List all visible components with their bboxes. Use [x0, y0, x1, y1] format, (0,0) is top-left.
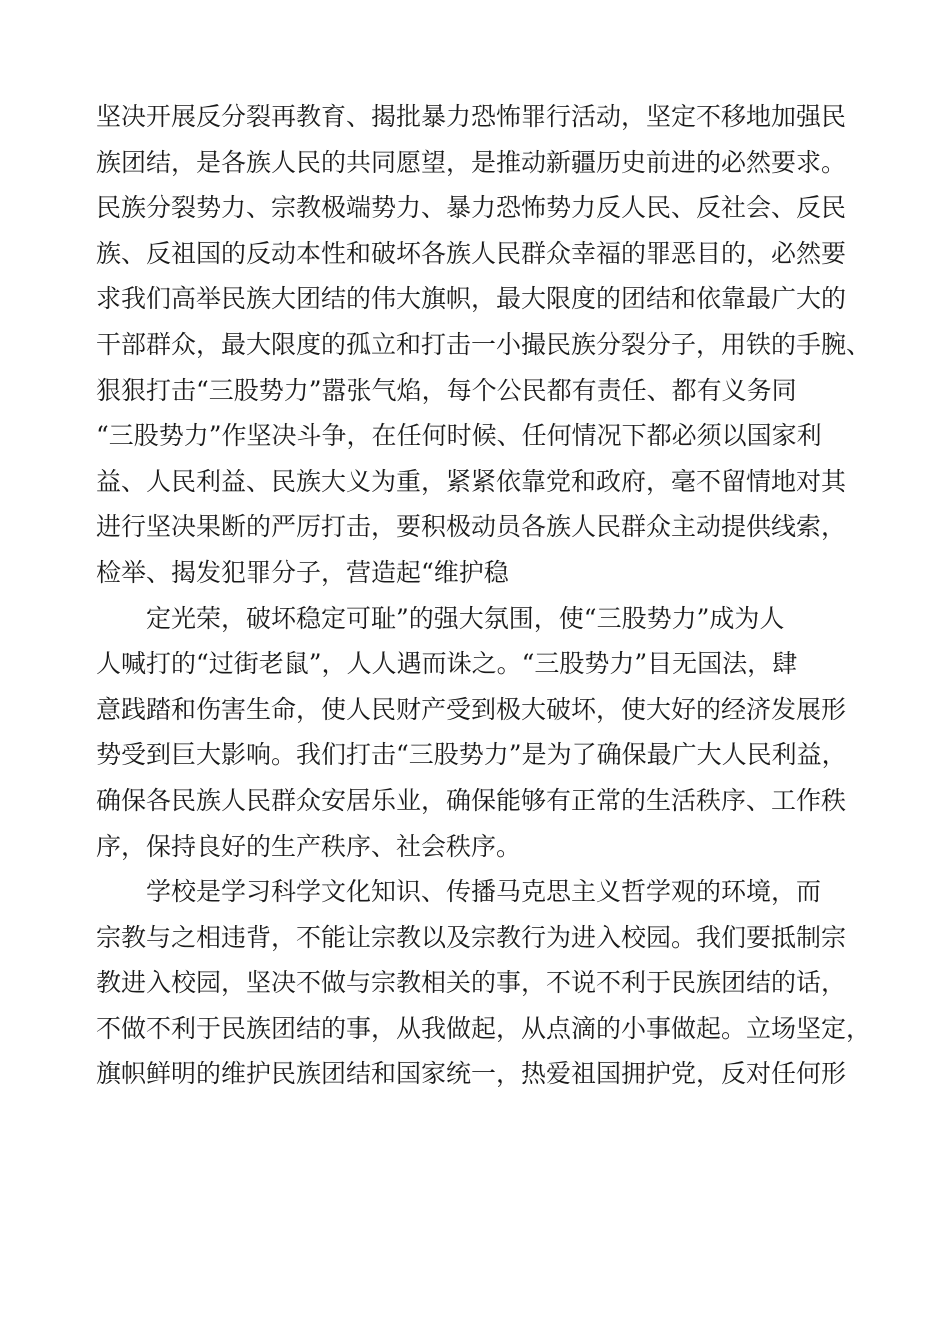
paragraph-3	[96, 869, 896, 1097]
text-line: 序，保持良好的生产秩序、社会秩序。	[96, 831, 522, 861]
text-line: “三股势力”作坚决斗争，在任何时候、任何情况下都必须以国家利	[96, 421, 822, 451]
text-line: 坚决开展反分裂再教育、揭批暴力恐怖罪行活动，坚定不移地加强民	[96, 102, 847, 131]
text-line: 定光荣，破坏稳定可耻”的强大氛围，使“三股势力”成为人	[146, 603, 785, 633]
paragraph-1	[96, 94, 896, 596]
text-line: 意践踏和伤害生命，使人民财产受到极大破坏，使大好的经济发展形	[96, 694, 847, 724]
text-line: 学校是学习科学文化知识、传播马克思主义哲学观的环境，而	[146, 877, 822, 907]
text-line: 势受到巨大影响。我们打击“三股势力”是为了确保最广大人民利益，	[96, 740, 847, 770]
text-line: 不做不利于民族团结的事，从我做起，从点滴的小事做起。立场坚定，	[96, 1013, 872, 1043]
text-line: 教进入校园，坚决不做与宗教相关的事，不说不利于民族团结的话，	[96, 968, 847, 998]
text-line: 检举、揭发犯罪分子，营造起“维护稳	[96, 557, 509, 587]
text-line: 益、人民利益、民族大义为重，紧紧依靠党和政府，毫不留情地对其	[96, 466, 847, 496]
text-line: 求我们高举民族大团结的伟大旗帜，最大限度的团结和依靠最广大的	[96, 284, 847, 314]
text-line: 干部群众，最大限度的孤立和打击一小撮民族分裂分子，用铁的手腕、	[96, 329, 872, 359]
text-line: 狠狠打击“三股势力”嚣张气焰，每个公民都有责任、都有义务同	[96, 375, 797, 405]
document-body	[96, 94, 896, 1097]
text-line: 民族分裂势力、宗教极端势力、暴力恐怖势力反人民、反社会、反民	[96, 193, 847, 223]
text-line: 宗教与之相违背，不能让宗教以及宗教行为进入校园。我们要抵制宗	[96, 922, 847, 952]
text-line: 族团结，是各族人民的共同愿望，是推动新疆历史前进的必然要求。	[96, 147, 847, 177]
text-line: 确保各民族人民群众安居乐业，确保能够有正常的生活秩序、工作秩	[96, 785, 847, 815]
text-line: 进行坚决果断的严厉打击，要积极动员各族人民群众主动提供线索，	[96, 512, 847, 542]
text-line: 人喊打的“过街老鼠”，人人遇而诛之。“三股势力”目无国法，肆	[96, 649, 798, 679]
text-line: 族、反祖国的反动本性和破坏各族人民群众幸福的罪恶目的，必然要	[96, 238, 847, 268]
paragraph-2	[96, 596, 896, 870]
text-line: 旗帜鲜明的维护民族团结和国家统一，热爱祖国拥护党，反对任何形	[96, 1059, 847, 1089]
